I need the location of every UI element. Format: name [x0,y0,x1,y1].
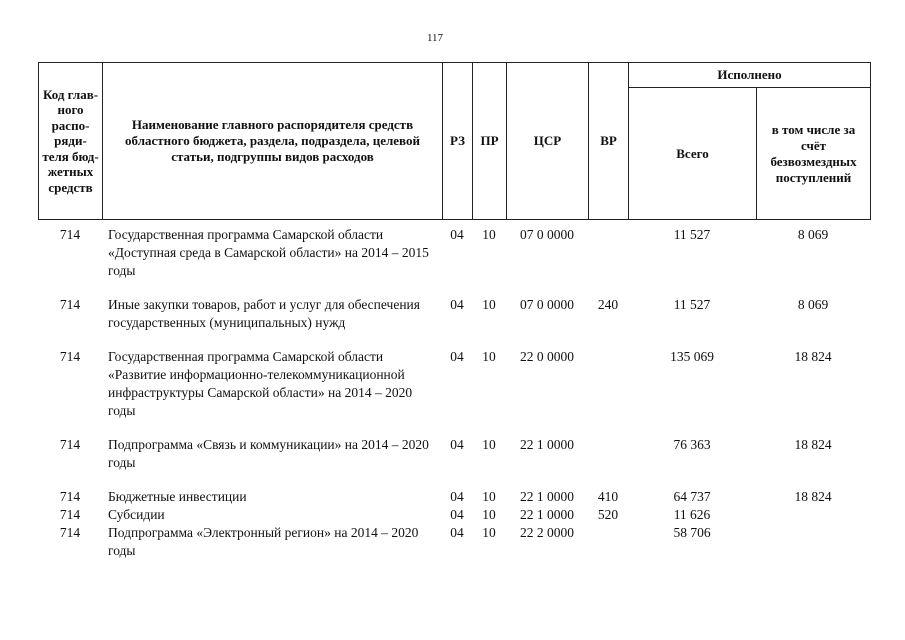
cell-pr: 10 [482,437,496,452]
table-row [38,226,870,296]
cell-rz: 04 [450,297,464,312]
cell-vr [588,524,628,560]
cell-total: 76 363 [673,437,711,452]
cell-pr: 10 [482,507,496,522]
cell-code: 714 [59,227,81,242]
page-number: 117 [426,32,444,44]
cell-code: 714 [59,525,81,540]
table-row [38,436,870,488]
table-header [38,62,871,220]
cell-name: Подпрограмма «Связь и коммуникации» на 2014 – 2020 годы [108,437,429,470]
cell-total: 64 737 [673,489,711,504]
cell-code: 714 [59,349,81,364]
cell-vr [588,436,628,488]
cell-code: 714 [59,297,81,312]
cell-vr: 240 [597,297,619,312]
header-incl-free: в том числе за счёт безвозмездных поступлений [757,88,871,220]
cell-free: 18 824 [794,437,832,452]
table-row [38,488,870,506]
cell-vr [588,226,628,296]
cell-csr: 07 0 0000 [520,297,574,312]
cell-vr: 520 [597,507,619,522]
cell-pr: 10 [482,227,496,242]
cell-pr: 10 [482,297,496,312]
header-executed: Исполнено [629,63,871,88]
cell-name: Иные закупки товаров, работ и услуг для обеспечения государственных (муниципальных) нужд [108,297,420,330]
cell-name: Субсидии [108,507,165,522]
cell-code: 714 [59,489,81,504]
header-csr: ЦСР [507,63,589,220]
cell-name: Бюджетные инвестиции [108,489,247,504]
header-code: Код глав-ного распо-ряди-теля бюд-жетных средств [39,63,103,220]
cell-pr: 10 [482,525,496,540]
table-row [38,296,870,348]
cell-free: 8 069 [797,227,829,242]
cell-csr: 22 2 0000 [520,525,574,540]
cell-rz: 04 [450,227,464,242]
cell-rz: 04 [450,437,464,452]
table-row [38,506,870,524]
cell-free: 18 824 [794,489,832,504]
cell-rz: 04 [450,489,464,504]
cell-total: 11 527 [673,227,711,242]
cell-total: 11 527 [673,297,711,312]
header-rz: РЗ [443,63,473,220]
cell-code: 714 [59,437,81,452]
cell-vr: 410 [597,489,619,504]
table-row [38,348,870,436]
cell-csr: 22 0 0000 [520,349,574,364]
table-row [38,524,870,560]
cell-rz: 04 [450,525,464,540]
cell-name: Подпрограмма «Электронный регион» на 2014 – 2020 годы [108,525,419,558]
header-total: Всего [629,88,757,220]
cell-name: Государственная программа Самарской области «Развитие информационно-телекоммуникационной инфраструктуры Самарской области» на 2014 – 2020 годы [108,349,413,418]
cell-total: 58 706 [673,525,711,540]
cell-pr: 10 [482,349,496,364]
header-vr: ВР [589,63,629,220]
cell-code: 714 [59,507,81,522]
cell-csr: 22 1 0000 [520,437,574,452]
cell-total: 135 069 [670,349,714,364]
cell-csr: 22 1 0000 [520,507,574,522]
cell-rz: 04 [450,349,464,364]
cell-vr [588,348,628,436]
cell-total: 11 626 [673,507,711,522]
header-name: Наименование главного распорядителя средств областного бюджета, раздела, подраздела, целевой статьи, подгруппы видов расходов [103,63,443,220]
cell-free: 18 824 [794,349,832,364]
table-body [38,226,870,560]
cell-free: 8 069 [797,297,829,312]
cell-name: Государственная программа Самарской области «Доступная среда в Самарской области» на 2014 – 2015 годы [108,227,429,278]
cell-pr: 10 [482,489,496,504]
cell-csr: 07 0 0000 [520,227,574,242]
cell-free [756,524,870,560]
cell-csr: 22 1 0000 [520,489,574,504]
cell-rz: 04 [450,507,464,522]
header-pr: ПР [473,63,507,220]
cell-free [756,506,870,524]
